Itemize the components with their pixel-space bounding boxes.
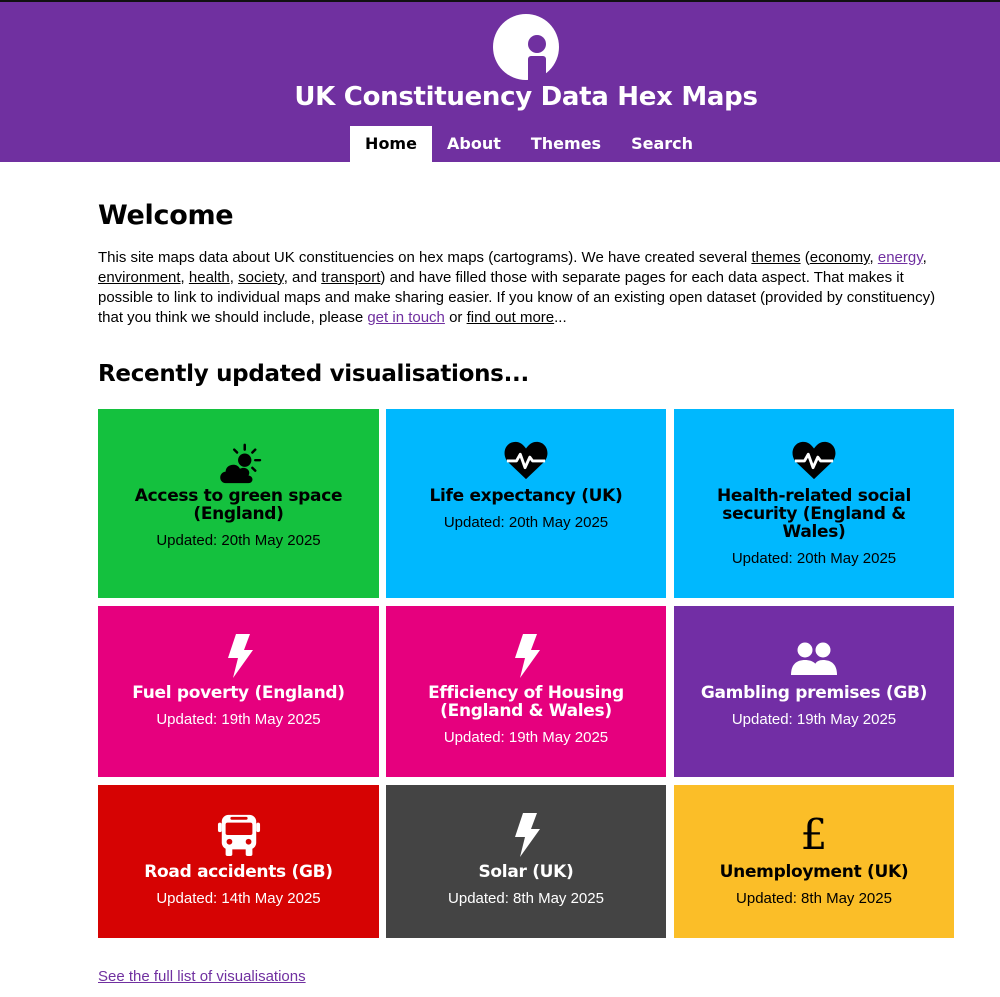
separator: ,: [922, 249, 927, 266]
card-title: Road accidents (GB): [144, 862, 333, 882]
card-title: Efficiency of Housing (England & Wales): [428, 683, 624, 721]
separator: , and: [283, 269, 322, 286]
intro-text: This site maps data about UK constituencies on hex maps (cartograms). We have created several: [98, 249, 752, 266]
nav-search[interactable]: Search: [631, 134, 694, 153]
nav-themes[interactable]: Themes: [530, 134, 602, 153]
card-date: Updated: 20th May 2025: [731, 550, 897, 567]
intro-paragraph: [98, 248, 948, 328]
card-title: Fuel poverty (England): [132, 683, 345, 703]
card-housing-efficiency[interactable]: [386, 606, 666, 777]
card-title: Unemployment (UK): [719, 862, 909, 882]
lightning-icon: [224, 634, 254, 678]
card-solar[interactable]: [386, 785, 666, 938]
recent-heading: Recently updated visualisations...: [98, 361, 529, 387]
card-date: Updated: 19th May 2025: [443, 729, 609, 746]
card-health-social-security[interactable]: [674, 409, 954, 598]
heart-pulse-icon: [791, 439, 837, 481]
card-title: Life expectancy (UK): [429, 486, 623, 506]
nav-home[interactable]: Home: [350, 126, 432, 162]
lightning-icon: [511, 634, 541, 678]
card-title: Access to green space (England): [134, 486, 343, 524]
card-date: Updated: 14th May 2025: [156, 890, 321, 907]
health-link[interactable]: health: [188, 269, 230, 286]
society-link[interactable]: society: [238, 269, 284, 286]
separator: ,: [180, 269, 189, 286]
card-date: Updated: 20th May 2025: [156, 532, 321, 549]
contact-link[interactable]: get in touch: [367, 309, 445, 326]
transport-link[interactable]: transport: [321, 269, 381, 286]
nav-about[interactable]: About: [447, 134, 501, 153]
card-life-expectancy[interactable]: [386, 409, 666, 598]
environment-link[interactable]: environment: [98, 269, 181, 286]
card-date: Updated: 8th May 2025: [448, 890, 604, 907]
card-date: Updated: 19th May 2025: [731, 711, 897, 728]
intro-text: (: [800, 249, 810, 266]
bus-icon: [217, 813, 261, 857]
card-fuel-poverty[interactable]: [98, 606, 379, 777]
economy-link[interactable]: economy: [809, 249, 870, 266]
card-date: Updated: 20th May 2025: [443, 514, 609, 531]
themes-link[interactable]: themes: [751, 249, 801, 266]
intro-text: ...: [554, 309, 567, 326]
info-logo-icon[interactable]: [493, 14, 559, 80]
card-road-accidents[interactable]: [98, 785, 379, 938]
people-icon: [791, 642, 837, 676]
card-date: Updated: 8th May 2025: [736, 890, 892, 907]
heart-pulse-icon: [503, 439, 549, 481]
welcome-heading: Welcome: [98, 200, 234, 231]
separator: ,: [229, 269, 239, 286]
card-unemployment[interactable]: [674, 785, 954, 938]
lightning-icon: [511, 813, 541, 857]
card-title: Gambling premises (GB): [700, 683, 928, 703]
site-title: UK Constituency Data Hex Maps: [294, 82, 758, 112]
card-title: Solar (UK): [478, 862, 574, 882]
find-out-more-link[interactable]: find out more: [466, 309, 555, 326]
separator: ,: [869, 249, 878, 266]
pound-icon: £: [800, 810, 828, 859]
card-title: Health-related social security (England & Wales): [717, 486, 911, 542]
weather-sun-cloud-icon: [216, 443, 262, 485]
intro-text: ) and have filled those with separate pages for each data aspect. That makes it possible to link to individual maps and make sharing easier. If you know of an existing open dataset (provided by constituency) that you think we should include, please: [98, 269, 936, 326]
intro-text: or: [444, 309, 467, 326]
site-header: [0, 2, 1000, 162]
card-green-space[interactable]: [98, 409, 379, 598]
main-nav: [350, 126, 708, 162]
energy-link[interactable]: energy: [877, 249, 923, 266]
card-gambling-premises[interactable]: [674, 606, 954, 777]
card-date: Updated: 19th May 2025: [156, 711, 321, 728]
see-all-link[interactable]: See the full list of visualisations: [98, 968, 306, 985]
